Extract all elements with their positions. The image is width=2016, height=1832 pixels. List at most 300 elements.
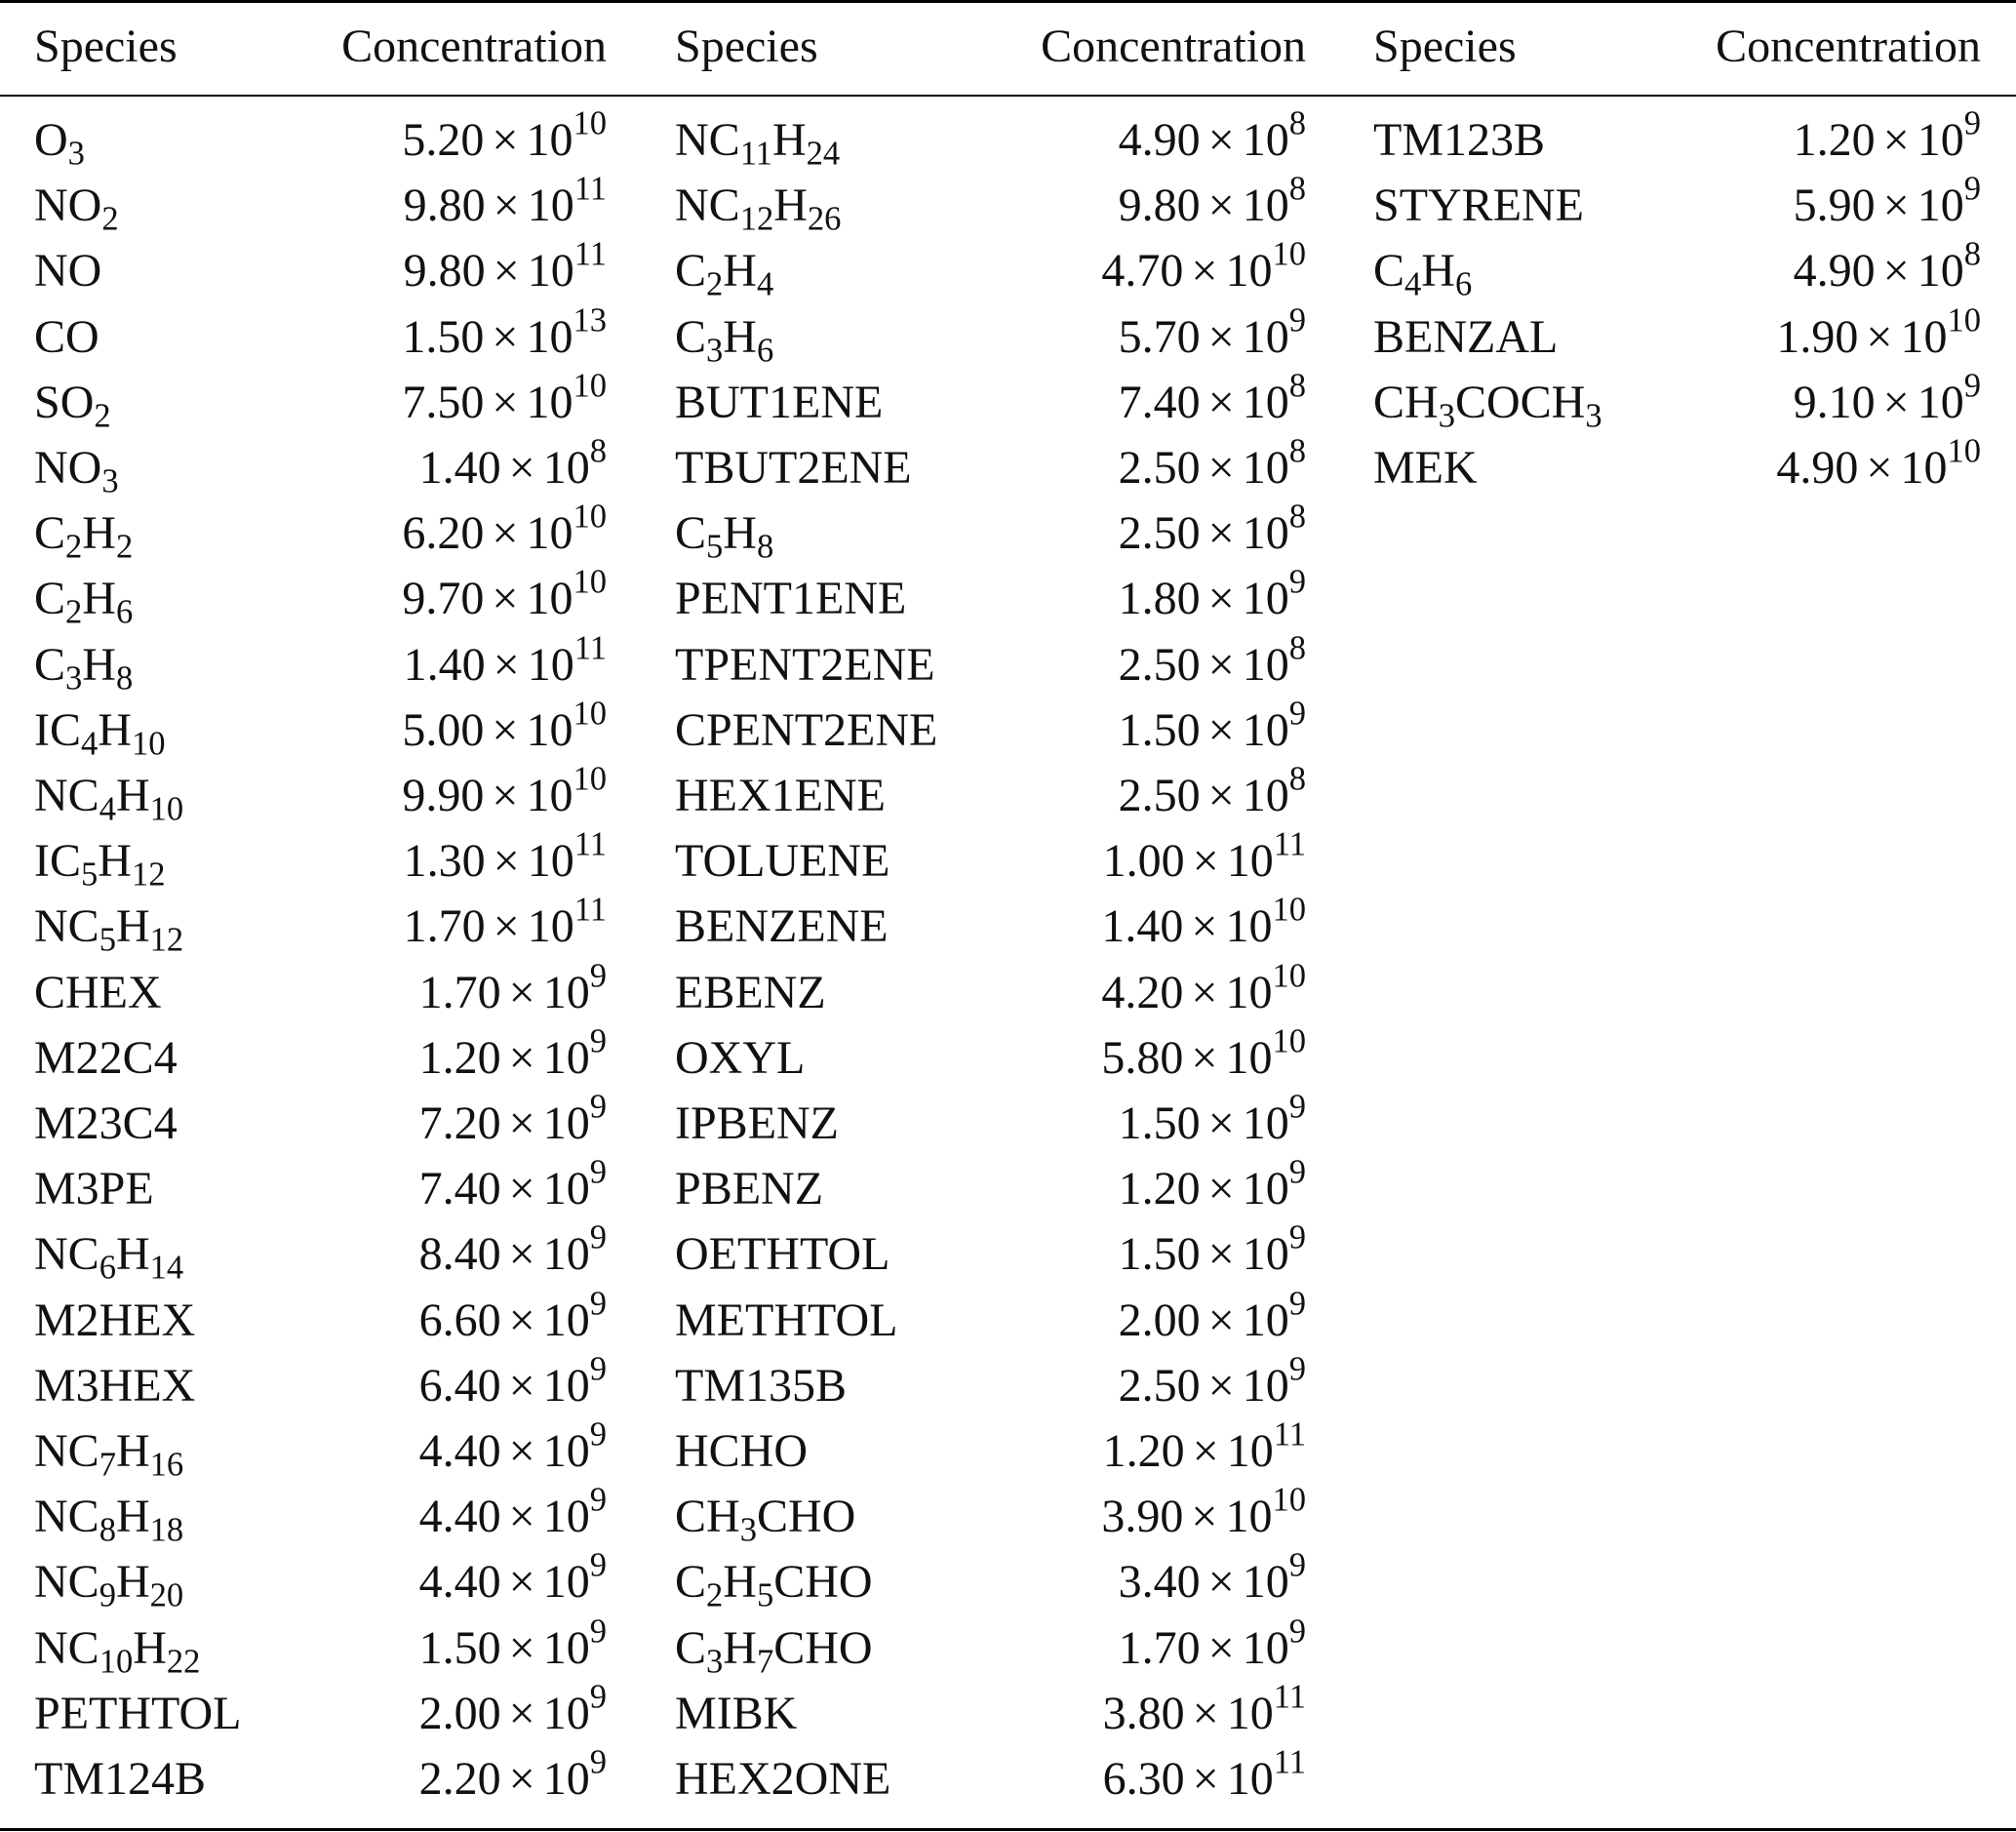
concentration-cell — [1102, 825, 1306, 889]
species-text: H — [771, 114, 807, 166]
times-sign: × — [493, 245, 520, 298]
mantissa: 1.70 — [418, 966, 501, 1018]
subscript: 6 — [756, 332, 774, 370]
exponent: 8 — [1288, 432, 1306, 470]
species-cell — [1373, 310, 1558, 365]
times-sign: × — [1207, 638, 1235, 691]
exponent: 10 — [573, 498, 607, 536]
species-cell — [675, 441, 912, 496]
species-cell — [675, 834, 889, 889]
species-text: IC — [34, 703, 81, 756]
concentration-cell — [1118, 498, 1306, 561]
mantissa: 1.50 — [1118, 1228, 1201, 1281]
base-ten: 10 — [542, 1031, 590, 1084]
concentration-cell — [1118, 301, 1306, 365]
concentration-cell — [1118, 367, 1306, 430]
species-text: CHEX — [34, 966, 162, 1018]
base-ten: 10 — [527, 835, 574, 888]
times-sign: × — [508, 1687, 535, 1739]
species-cell — [675, 1162, 823, 1216]
mantissa: 4.20 — [1101, 966, 1184, 1018]
species-cell — [34, 1096, 178, 1151]
times-sign: × — [508, 1621, 535, 1674]
concentration-cell — [1118, 1546, 1306, 1610]
subscript: 7 — [99, 1446, 116, 1484]
exponent: 9 — [589, 1218, 607, 1256]
mantissa: 9.80 — [403, 179, 486, 232]
species-text: C — [34, 507, 66, 560]
species-text: OXYL — [675, 1031, 806, 1084]
exponent: 10 — [1947, 301, 1981, 339]
exponent: 9 — [1288, 1285, 1306, 1323]
mantissa: 3.80 — [1102, 1687, 1185, 1739]
concentration-cell — [1118, 104, 1306, 168]
concentration-cell — [403, 170, 607, 233]
header-concentration-3: Concentration — [1716, 20, 1981, 72]
mantissa: 1.40 — [418, 442, 501, 494]
concentration-cell — [1118, 1218, 1306, 1282]
base-ten: 10 — [542, 1491, 590, 1543]
subscript: 5 — [706, 528, 724, 566]
exponent: 9 — [589, 1350, 607, 1388]
exponent: 11 — [1273, 1678, 1306, 1716]
species-text: M2HEX — [34, 1294, 196, 1346]
mantissa: 9.80 — [403, 245, 486, 298]
species-cell — [675, 899, 889, 954]
subscript: 6 — [1454, 266, 1473, 304]
species-text: TM123B — [1373, 114, 1546, 166]
mantissa: 2.00 — [418, 1687, 501, 1739]
subscript: 3 — [706, 1643, 724, 1681]
mantissa: 9.90 — [402, 770, 485, 821]
species-text: C — [675, 507, 707, 560]
subscript: 2 — [706, 266, 724, 304]
base-ten: 10 — [542, 1556, 590, 1609]
mantissa: 1.70 — [1118, 1621, 1201, 1674]
subscript: 6 — [115, 594, 134, 632]
base-ten: 10 — [526, 310, 573, 363]
mantissa: 2.50 — [1118, 1359, 1201, 1412]
exponent: 8 — [1963, 235, 1981, 273]
species-text: NO — [34, 442, 102, 494]
subscript: 20 — [149, 1577, 184, 1615]
base-ten: 10 — [542, 1687, 590, 1739]
subscript: 4 — [1404, 266, 1422, 304]
species-text: TOLUENE — [675, 835, 890, 888]
subscript: 14 — [149, 1250, 184, 1288]
species-text: CH — [1373, 376, 1439, 428]
species-text: NC — [34, 770, 99, 821]
exponent: 9 — [1288, 1546, 1306, 1584]
species-cell — [675, 572, 906, 626]
base-ten: 10 — [1242, 1097, 1289, 1149]
exponent: 9 — [1288, 301, 1306, 339]
subscript: 5 — [99, 922, 116, 960]
species-cell — [34, 441, 119, 500]
species-text: MIBK — [675, 1687, 798, 1739]
species-text: IC — [34, 835, 81, 888]
species-cell — [34, 244, 101, 299]
species-text: H — [115, 900, 150, 953]
base-ten: 10 — [1225, 1031, 1273, 1084]
base-ten: 10 — [1226, 1425, 1274, 1477]
base-ten: 10 — [1225, 966, 1273, 1018]
species-cell — [675, 1752, 890, 1807]
times-sign: × — [1207, 310, 1235, 363]
species-text: BENZAL — [1373, 310, 1559, 363]
concentration-cell — [1776, 432, 1981, 496]
subscript: 8 — [99, 1511, 116, 1549]
subscript: 10 — [131, 725, 166, 763]
mantissa: 5.70 — [1118, 310, 1201, 363]
mantissa: 1.40 — [1101, 900, 1184, 953]
base-ten: 10 — [1900, 310, 1948, 363]
mantissa: 1.20 — [1102, 1425, 1185, 1477]
species-cell — [34, 1621, 201, 1681]
exponent: 8 — [1288, 367, 1306, 405]
concentration-cell — [402, 563, 607, 626]
base-ten: 10 — [526, 770, 573, 821]
species-text: NC — [34, 1228, 99, 1281]
mantissa: 7.40 — [418, 1163, 501, 1215]
base-ten: 10 — [1242, 1163, 1289, 1215]
mantissa: 3.90 — [1101, 1491, 1184, 1543]
mantissa: 5.20 — [402, 114, 485, 166]
species-cell — [34, 1490, 184, 1549]
concentration-cell — [402, 498, 607, 561]
concentration-cell — [1101, 235, 1306, 299]
exponent: 11 — [573, 891, 607, 929]
species-cell — [675, 966, 826, 1020]
bottom-rule — [0, 1828, 2016, 1831]
times-sign: × — [1207, 1294, 1235, 1346]
times-sign: × — [1207, 179, 1235, 232]
mantissa: 1.50 — [418, 1621, 501, 1674]
concentration-cell — [418, 1218, 607, 1282]
exponent: 8 — [1288, 629, 1306, 667]
base-ten: 10 — [542, 1294, 590, 1346]
header-rule — [0, 95, 2016, 97]
concentration-cell — [403, 825, 607, 889]
species-cell — [675, 1227, 889, 1282]
base-ten: 10 — [1242, 376, 1289, 428]
species-cell — [1373, 113, 1545, 168]
exponent: 10 — [1272, 235, 1306, 273]
subscript: 3 — [739, 1511, 757, 1549]
mantissa: 7.50 — [402, 376, 485, 428]
mantissa: 1.50 — [1118, 703, 1201, 756]
concentration-cell — [1102, 1678, 1306, 1741]
species-cell — [675, 1490, 856, 1549]
times-sign: × — [492, 507, 519, 560]
species-text: H — [115, 1425, 150, 1477]
species-text: H — [723, 507, 757, 560]
subscript: 7 — [756, 1643, 774, 1681]
mantissa: 2.50 — [1118, 638, 1201, 691]
base-ten: 10 — [1917, 245, 1964, 298]
species-text: BENZENE — [675, 900, 889, 953]
species-cell — [675, 1687, 797, 1741]
base-ten: 10 — [1242, 442, 1289, 494]
concentration-cell — [1793, 367, 1981, 430]
base-ten: 10 — [1226, 1753, 1274, 1805]
concentration-cell — [1118, 432, 1306, 496]
species-cell — [675, 1096, 839, 1151]
species-text: CPENT2ENE — [675, 703, 938, 756]
species-text: HCHO — [675, 1425, 809, 1477]
exponent: 10 — [1272, 1022, 1306, 1060]
concentration-cell — [418, 1613, 607, 1676]
species-cell — [34, 638, 134, 697]
concentration-cell — [1101, 891, 1306, 954]
subscript: 2 — [706, 1577, 724, 1615]
species-text: TM124B — [34, 1753, 207, 1805]
subscript: 5 — [81, 856, 99, 894]
species-text: H — [82, 638, 116, 691]
times-sign: × — [508, 1294, 535, 1346]
species-text: NO — [34, 179, 102, 232]
times-sign: × — [508, 1097, 535, 1149]
base-ten: 10 — [542, 966, 590, 1018]
concentration-cell — [402, 695, 607, 758]
times-sign: × — [508, 1228, 535, 1281]
base-ten: 10 — [526, 507, 573, 560]
mantissa: 7.20 — [418, 1097, 501, 1149]
base-ten: 10 — [1242, 114, 1289, 166]
mantissa: 1.00 — [1102, 835, 1185, 888]
concentration-cell — [403, 629, 607, 693]
times-sign: × — [1191, 966, 1218, 1018]
times-sign: × — [492, 114, 519, 166]
species-text: NC — [34, 1491, 99, 1543]
species-text: C — [675, 245, 707, 298]
species-text: COCH — [1454, 376, 1586, 428]
species-cell — [675, 703, 937, 758]
species-text: PBENZ — [675, 1163, 824, 1215]
species-text: H — [115, 1491, 150, 1543]
times-sign: × — [1207, 770, 1235, 821]
mantissa: 9.70 — [402, 573, 485, 625]
exponent: 13 — [573, 301, 607, 339]
mantissa: 6.30 — [1102, 1753, 1185, 1805]
mantissa: 1.20 — [1118, 1163, 1201, 1215]
exponent: 9 — [1288, 1613, 1306, 1651]
times-sign: × — [1866, 442, 1893, 494]
exponent: 9 — [589, 1022, 607, 1060]
base-ten: 10 — [526, 703, 573, 756]
header-species-1: Species — [34, 20, 178, 72]
mantissa: 4.90 — [1793, 245, 1876, 298]
base-ten: 10 — [1226, 1687, 1274, 1739]
base-ten: 10 — [1242, 507, 1289, 560]
times-sign: × — [508, 1425, 535, 1477]
subscript: 3 — [67, 135, 85, 173]
mantissa: 2.50 — [1118, 507, 1201, 560]
subscript: 9 — [99, 1577, 116, 1615]
concentration-cell — [402, 104, 607, 168]
times-sign: × — [1192, 1753, 1219, 1805]
concentration-cell — [402, 301, 607, 365]
exponent: 8 — [1288, 104, 1306, 142]
mantissa: 1.80 — [1118, 573, 1201, 625]
species-text: C — [1373, 245, 1405, 298]
species-text: NC — [675, 114, 740, 166]
base-ten: 10 — [1242, 1556, 1289, 1609]
times-sign: × — [1866, 310, 1893, 363]
species-cell — [34, 179, 119, 238]
times-sign: × — [1207, 1621, 1235, 1674]
subscript: 22 — [166, 1643, 201, 1681]
base-ten: 10 — [1917, 179, 1964, 232]
times-sign: × — [1207, 573, 1235, 625]
species-cell — [675, 113, 841, 173]
exponent: 9 — [1288, 563, 1306, 601]
concentration-cell — [418, 957, 607, 1020]
concentration-cell — [418, 1088, 607, 1151]
species-text: PENT1ENE — [675, 573, 907, 625]
mantissa: 8.40 — [418, 1228, 501, 1281]
times-sign: × — [1192, 835, 1219, 888]
species-text: H — [98, 703, 132, 756]
mantissa: 1.50 — [1118, 1097, 1201, 1149]
mantissa: 1.30 — [403, 835, 486, 888]
concentration-cell — [1118, 629, 1306, 693]
mantissa: 6.20 — [402, 507, 485, 560]
mantissa: 3.40 — [1118, 1556, 1201, 1609]
exponent: 10 — [1947, 432, 1981, 470]
exponent: 11 — [573, 170, 607, 208]
exponent: 10 — [1272, 891, 1306, 929]
species-cell — [34, 769, 184, 828]
mantissa: 2.20 — [418, 1753, 501, 1805]
species-text: M22C4 — [34, 1031, 178, 1084]
species-cell — [34, 376, 111, 435]
times-sign: × — [492, 703, 519, 756]
species-cell — [34, 1359, 195, 1414]
times-sign: × — [492, 770, 519, 821]
base-ten: 10 — [542, 1621, 590, 1674]
times-sign: × — [1192, 1687, 1219, 1739]
species-cell — [675, 376, 883, 430]
mantissa: 4.70 — [1101, 245, 1184, 298]
concentration-cell — [1793, 235, 1981, 299]
subscript: 8 — [115, 659, 134, 697]
base-ten: 10 — [1242, 310, 1289, 363]
times-sign: × — [1207, 114, 1235, 166]
base-ten: 10 — [542, 442, 590, 494]
base-ten: 10 — [526, 376, 573, 428]
times-sign: × — [1207, 703, 1235, 756]
concentration-cell — [418, 1743, 607, 1807]
species-text: H — [723, 310, 757, 363]
species-text: NC — [34, 900, 99, 953]
species-text: H — [98, 835, 132, 888]
subscript: 11 — [739, 135, 772, 173]
times-sign: × — [1882, 114, 1910, 166]
base-ten: 10 — [1226, 835, 1274, 888]
exponent: 9 — [589, 1415, 607, 1454]
exponent: 11 — [1273, 1415, 1306, 1454]
concentration-cell — [1118, 170, 1306, 233]
concentration-cell — [418, 1546, 607, 1610]
subscript: 2 — [94, 397, 111, 435]
subscript: 12 — [131, 856, 166, 894]
base-ten: 10 — [1242, 638, 1289, 691]
species-cell — [675, 1359, 847, 1414]
times-sign: × — [508, 1556, 535, 1609]
times-sign: × — [493, 179, 520, 232]
times-sign: × — [508, 1031, 535, 1084]
species-text: C — [675, 1621, 707, 1674]
subscript: 4 — [756, 266, 774, 304]
mantissa: 1.40 — [403, 638, 486, 691]
concentration-cell — [1118, 1153, 1306, 1216]
mantissa: 1.50 — [402, 310, 485, 363]
mantissa: 2.50 — [1118, 770, 1201, 821]
species-cell — [34, 1294, 195, 1348]
species-text: H — [133, 1621, 167, 1674]
species-cell — [675, 638, 935, 693]
times-sign: × — [508, 1163, 535, 1215]
concentration-cell — [418, 1350, 607, 1414]
species-text: CHO — [773, 1556, 873, 1609]
exponent: 10 — [573, 760, 607, 798]
base-ten: 10 — [527, 638, 574, 691]
concentration-cell — [418, 1285, 607, 1348]
concentration-cell — [1101, 1022, 1306, 1086]
exponent: 9 — [1288, 1153, 1306, 1191]
exponent: 10 — [573, 695, 607, 733]
species-cell — [1373, 376, 1602, 435]
concentration-cell — [1101, 957, 1306, 1020]
exponent: 11 — [573, 825, 607, 863]
times-sign: × — [508, 1753, 535, 1805]
subscript: 24 — [806, 135, 841, 173]
species-text: TPENT2ENE — [675, 638, 935, 691]
times-sign: × — [1191, 1491, 1218, 1543]
species-cell — [34, 966, 162, 1020]
species-text: C — [675, 1556, 707, 1609]
concentration-cell — [1118, 695, 1306, 758]
species-text: STYRENE — [1373, 179, 1584, 232]
exponent: 10 — [573, 563, 607, 601]
subscript: 2 — [65, 528, 83, 566]
concentration-cell — [1118, 563, 1306, 626]
times-sign: × — [1207, 1359, 1235, 1412]
times-sign: × — [1207, 1097, 1235, 1149]
header-concentration-2: Concentration — [1041, 20, 1306, 72]
times-sign: × — [493, 638, 520, 691]
species-text: TM135B — [675, 1359, 848, 1412]
species-text: MEK — [1373, 442, 1478, 494]
subscript: 10 — [149, 790, 184, 828]
exponent: 10 — [1272, 1481, 1306, 1519]
base-ten: 10 — [1242, 1359, 1289, 1412]
subscript: 3 — [1585, 397, 1602, 435]
species-cell — [675, 179, 842, 238]
species-text: C — [34, 638, 66, 691]
species-text: CHO — [756, 1491, 856, 1543]
species-text: H — [115, 1228, 150, 1281]
mantissa: 4.40 — [418, 1425, 501, 1477]
species-cell — [675, 1555, 873, 1615]
mantissa: 4.40 — [418, 1491, 501, 1543]
species-text: SO — [34, 376, 95, 428]
base-ten: 10 — [1225, 245, 1273, 298]
base-ten: 10 — [1242, 573, 1289, 625]
species-text: M23C4 — [34, 1097, 178, 1149]
exponent: 9 — [589, 1613, 607, 1651]
